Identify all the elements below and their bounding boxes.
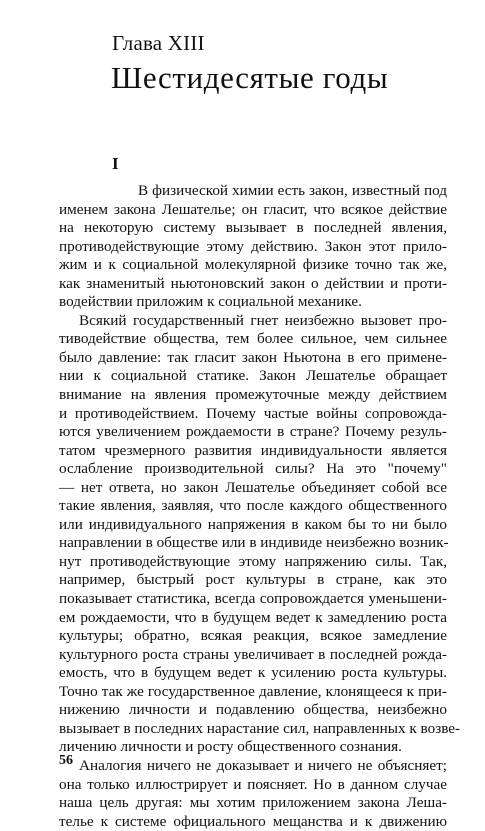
- chapter-label: Глава XIII: [112, 31, 205, 55]
- text-line: нут противодействующие этому напряжению силы. Так,: [59, 552, 447, 570]
- text-line: ем рождаемости, что в будущем ведет к замедлению роста: [59, 608, 447, 626]
- text-line: телье к системе официального мещанства и к движению: [59, 812, 447, 830]
- body-text: [59, 182, 461, 831]
- text-line: В физической химии есть закон, известный под: [138, 182, 447, 199]
- text-line: было давление: так гласит закон Ньютона в его примене-: [59, 348, 447, 366]
- text-line: личению личности и росту общественного сознания.: [59, 738, 402, 756]
- text-line: например, быстрый рост культуры в стране, как это: [59, 571, 447, 589]
- text-line: противодействующие этому действию. Закон этот прило-: [59, 237, 447, 255]
- text-line: внимание на явления промежуточные между действием: [59, 386, 447, 404]
- text-line: Точно так же государственное давление, клонящееся к при-: [59, 682, 447, 700]
- text-line: направлении в обществе или в индивиде неизбежно возник-: [59, 534, 449, 552]
- text-line: она только иллюстрирует и поясняет. Но в данном случае: [59, 775, 447, 793]
- text-line: — нет ответа, но закон Лешателье объединяет собой все: [59, 478, 447, 496]
- text-line: нии к социальной статике. Закон Лешателье обращает: [59, 367, 447, 385]
- text-line: как знаменитый ньютоновский закон о действии и проти-: [59, 274, 447, 292]
- text-line: водействии приложим к социальной механике.: [59, 293, 362, 311]
- text-line: вызывает в последних нарастание сил, направленных к возве-: [59, 719, 461, 737]
- text-line: тиводействие общества, тем более сильное, чем сильнее: [59, 330, 447, 348]
- text-line: наша цель другая: мы хотим приложением закона Леша-: [59, 794, 447, 812]
- text-line: татом чрезмерного развития индивидуальности является: [59, 441, 447, 459]
- text-line: и противодействием. Почему частые войны сопровожда-: [59, 404, 447, 422]
- text-line: культуры; обратно, всякая реакция, всякое замедление: [59, 627, 447, 645]
- text-line: емость, что в будущем ведет к усилению роста культуры.: [59, 664, 447, 682]
- text-line: ослабление производительной силы? На это "почему": [59, 460, 447, 478]
- text-line: на некоторую систему вызывает в последней явления,: [59, 219, 447, 237]
- text-line: такие явления, заявляя, что после каждого общественного: [59, 497, 447, 515]
- text-line: жим и к социальной молекулярной физике точно так же,: [59, 256, 447, 274]
- text-line: культурного роста страны увеличивает в последней рожда-: [59, 645, 447, 663]
- section-number: I: [112, 154, 119, 173]
- chapter-title: Шестидесятые годы: [111, 60, 389, 95]
- text-line: показывает статистика, всегда сопровождается уменьшени-: [59, 590, 447, 608]
- text-line: Всякий государственный гнет неизбежно вызовет про-: [79, 311, 447, 329]
- text-line: или индивидуального напряжения в каком бы то ни было: [59, 515, 447, 533]
- text-line: ются увеличением рождаемости в стране? Почему резуль-: [59, 423, 447, 441]
- text-line: именем закона Лешателье; он гласит, что всякое действие: [59, 200, 447, 218]
- text-line: Аналогия ничего не доказывает и ничего не объясняет;: [79, 756, 447, 774]
- page-number: 56: [59, 753, 73, 768]
- text-line: нижению личности и подавлению общества, неизбежно: [59, 701, 447, 719]
